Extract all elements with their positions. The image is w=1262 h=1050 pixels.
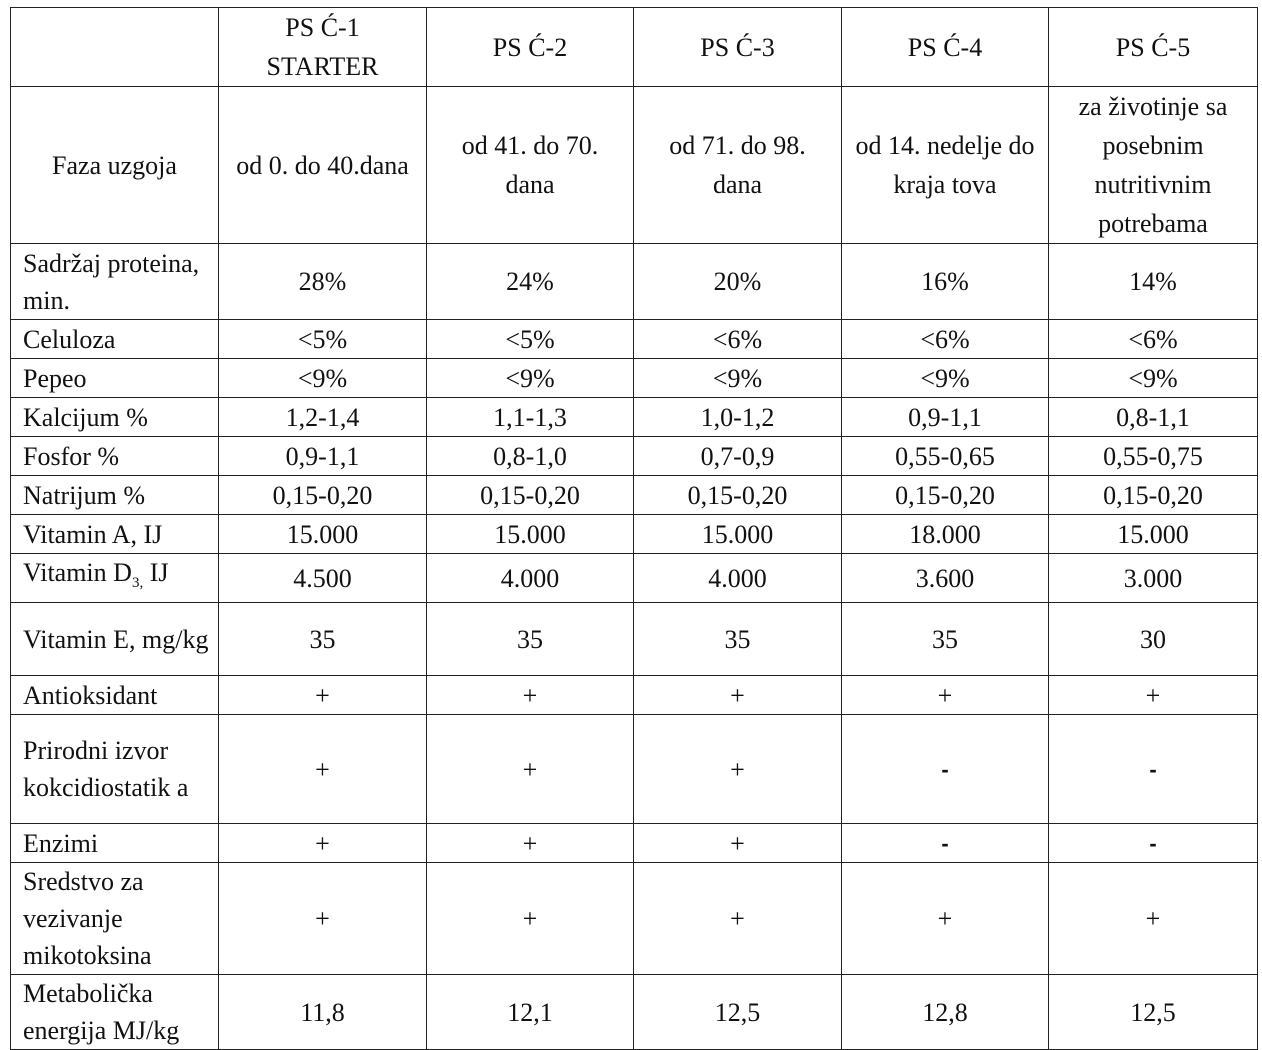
table-cell: +	[634, 824, 842, 863]
faza-row	[11, 87, 1258, 244]
table-cell: 15.000	[634, 515, 842, 554]
table-cell: -	[1049, 824, 1258, 863]
table-cell: 0,15-0,20	[219, 476, 427, 515]
table-row	[11, 476, 1258, 515]
row-label: Fosfor %	[11, 437, 219, 476]
table-row	[11, 676, 1258, 715]
table-row	[11, 824, 1258, 863]
table-cell: +	[634, 676, 842, 715]
table-cell: 12,1	[427, 975, 634, 1050]
table-cell: 28%	[219, 244, 427, 320]
table-row	[11, 515, 1258, 554]
table-cell: +	[219, 715, 427, 824]
table-cell: <9%	[634, 359, 842, 398]
table-cell: -	[842, 715, 1049, 824]
row-label: Faza uzgoja	[11, 87, 219, 244]
table-cell: +	[219, 676, 427, 715]
table-cell: <6%	[1049, 320, 1258, 359]
table-cell: +	[219, 863, 427, 975]
row-label: Vitamin $D_{3,}$ IJ	[11, 554, 219, 603]
table-row	[11, 398, 1258, 437]
table-cell: 0,8-1,0	[427, 437, 634, 476]
table-cell: od 14. nedelje do kraja tova	[842, 87, 1049, 244]
table-cell: od 41. do 70. dana	[427, 87, 634, 244]
table-cell: 18.000	[842, 515, 1049, 554]
table-cell: 14%	[1049, 244, 1258, 320]
table-cell: 16%	[842, 244, 1049, 320]
row-label: Celuloza	[11, 320, 219, 359]
table-cell: 0,8-1,1	[1049, 398, 1258, 437]
table-cell: 35	[634, 603, 842, 676]
table-cell: 35	[427, 603, 634, 676]
table-cell: +	[1049, 863, 1258, 975]
table-cell: 35	[842, 603, 1049, 676]
row-label: Kalcijum %	[11, 398, 219, 437]
column-header: PS Ć-1 STARTER	[219, 8, 427, 87]
table-cell: od 71. do 98. dana	[634, 87, 842, 244]
table-cell: 1,1-1,3	[427, 398, 634, 437]
table-cell: <9%	[219, 359, 427, 398]
table-cell: <5%	[427, 320, 634, 359]
column-header: PS Ć-5	[1049, 8, 1258, 87]
table-cell: 3.000	[1049, 554, 1258, 603]
table-row	[11, 244, 1258, 320]
table-cell: 0,15-0,20	[427, 476, 634, 515]
table-cell: +	[842, 863, 1049, 975]
table-cell: 15.000	[219, 515, 427, 554]
table-cell: <6%	[842, 320, 1049, 359]
table-row	[11, 437, 1258, 476]
table-cell: 30	[1049, 603, 1258, 676]
table-cell: +	[427, 863, 634, 975]
table-row	[11, 863, 1258, 975]
table-cell: +	[634, 715, 842, 824]
nutrition-table	[10, 7, 1258, 1050]
table-cell: 1,2-1,4	[219, 398, 427, 437]
row-label: Pepeo	[11, 359, 219, 398]
table-cell: 15.000	[1049, 515, 1258, 554]
table-cell: <5%	[219, 320, 427, 359]
row-label: Natrijum %	[11, 476, 219, 515]
column-header: PS Ć-4	[842, 8, 1049, 87]
table-cell: 0,15-0,20	[1049, 476, 1258, 515]
table-cell: 3.600	[842, 554, 1049, 603]
table-cell: <9%	[842, 359, 1049, 398]
header-row	[11, 8, 1258, 87]
table-cell: +	[427, 676, 634, 715]
table-cell: 4.000	[427, 554, 634, 603]
row-label: Sredstvo za vezivanje mikotoksina	[11, 863, 219, 975]
column-header: PS Ć-2	[427, 8, 634, 87]
table-cell: 1,0-1,2	[634, 398, 842, 437]
table-cell: 0,9-1,1	[219, 437, 427, 476]
table-row	[11, 603, 1258, 676]
table-cell: 11,8	[219, 975, 427, 1050]
row-label: Vitamin A, IJ	[11, 515, 219, 554]
table-cell: <9%	[1049, 359, 1258, 398]
table-cell: +	[427, 715, 634, 824]
table-cell: <9%	[427, 359, 634, 398]
table-cell: -	[842, 824, 1049, 863]
table-cell: 35	[219, 603, 427, 676]
table-cell: 12,8	[842, 975, 1049, 1050]
table-cell: -	[1049, 715, 1258, 824]
table-cell: 0,15-0,20	[842, 476, 1049, 515]
row-label: Enzimi	[11, 824, 219, 863]
table-cell: +	[427, 824, 634, 863]
row-label: Metabolička energija MJ/kg	[11, 975, 219, 1050]
table-cell: 15.000	[427, 515, 634, 554]
corner-cell	[11, 8, 219, 87]
row-label: Antioksidant	[11, 676, 219, 715]
table-cell: +	[842, 676, 1049, 715]
table-row	[11, 975, 1258, 1050]
table-cell: <6%	[634, 320, 842, 359]
table-cell: +	[1049, 676, 1258, 715]
table-cell: 0,15-0,20	[634, 476, 842, 515]
table-row	[11, 715, 1258, 824]
table-cell: od 0. do 40.dana	[219, 87, 427, 244]
table-cell: 4.500	[219, 554, 427, 603]
table-cell: 12,5	[634, 975, 842, 1050]
table-cell: za životinje sa posebnim nutritivnim potrebama	[1049, 87, 1258, 244]
table-body	[11, 244, 1258, 1050]
table-row	[11, 320, 1258, 359]
table-cell: 0,9-1,1	[842, 398, 1049, 437]
table-row	[11, 554, 1258, 603]
table-cell: 20%	[634, 244, 842, 320]
table-row	[11, 359, 1258, 398]
table-cell: 24%	[427, 244, 634, 320]
row-label: Sadržaj proteina, min.	[11, 244, 219, 320]
table-cell: 0,55-0,65	[842, 437, 1049, 476]
table-cell: 12,5	[1049, 975, 1258, 1050]
column-header: PS Ć-3	[634, 8, 842, 87]
row-label: Vitamin E, mg/kg	[11, 603, 219, 676]
table-cell: 0,55-0,75	[1049, 437, 1258, 476]
table-cell: +	[634, 863, 842, 975]
table-cell: +	[219, 824, 427, 863]
table-cell: 4.000	[634, 554, 842, 603]
row-label: Prirodni izvor kokcidiostatik a	[11, 715, 219, 824]
table-cell: 0,7-0,9	[634, 437, 842, 476]
